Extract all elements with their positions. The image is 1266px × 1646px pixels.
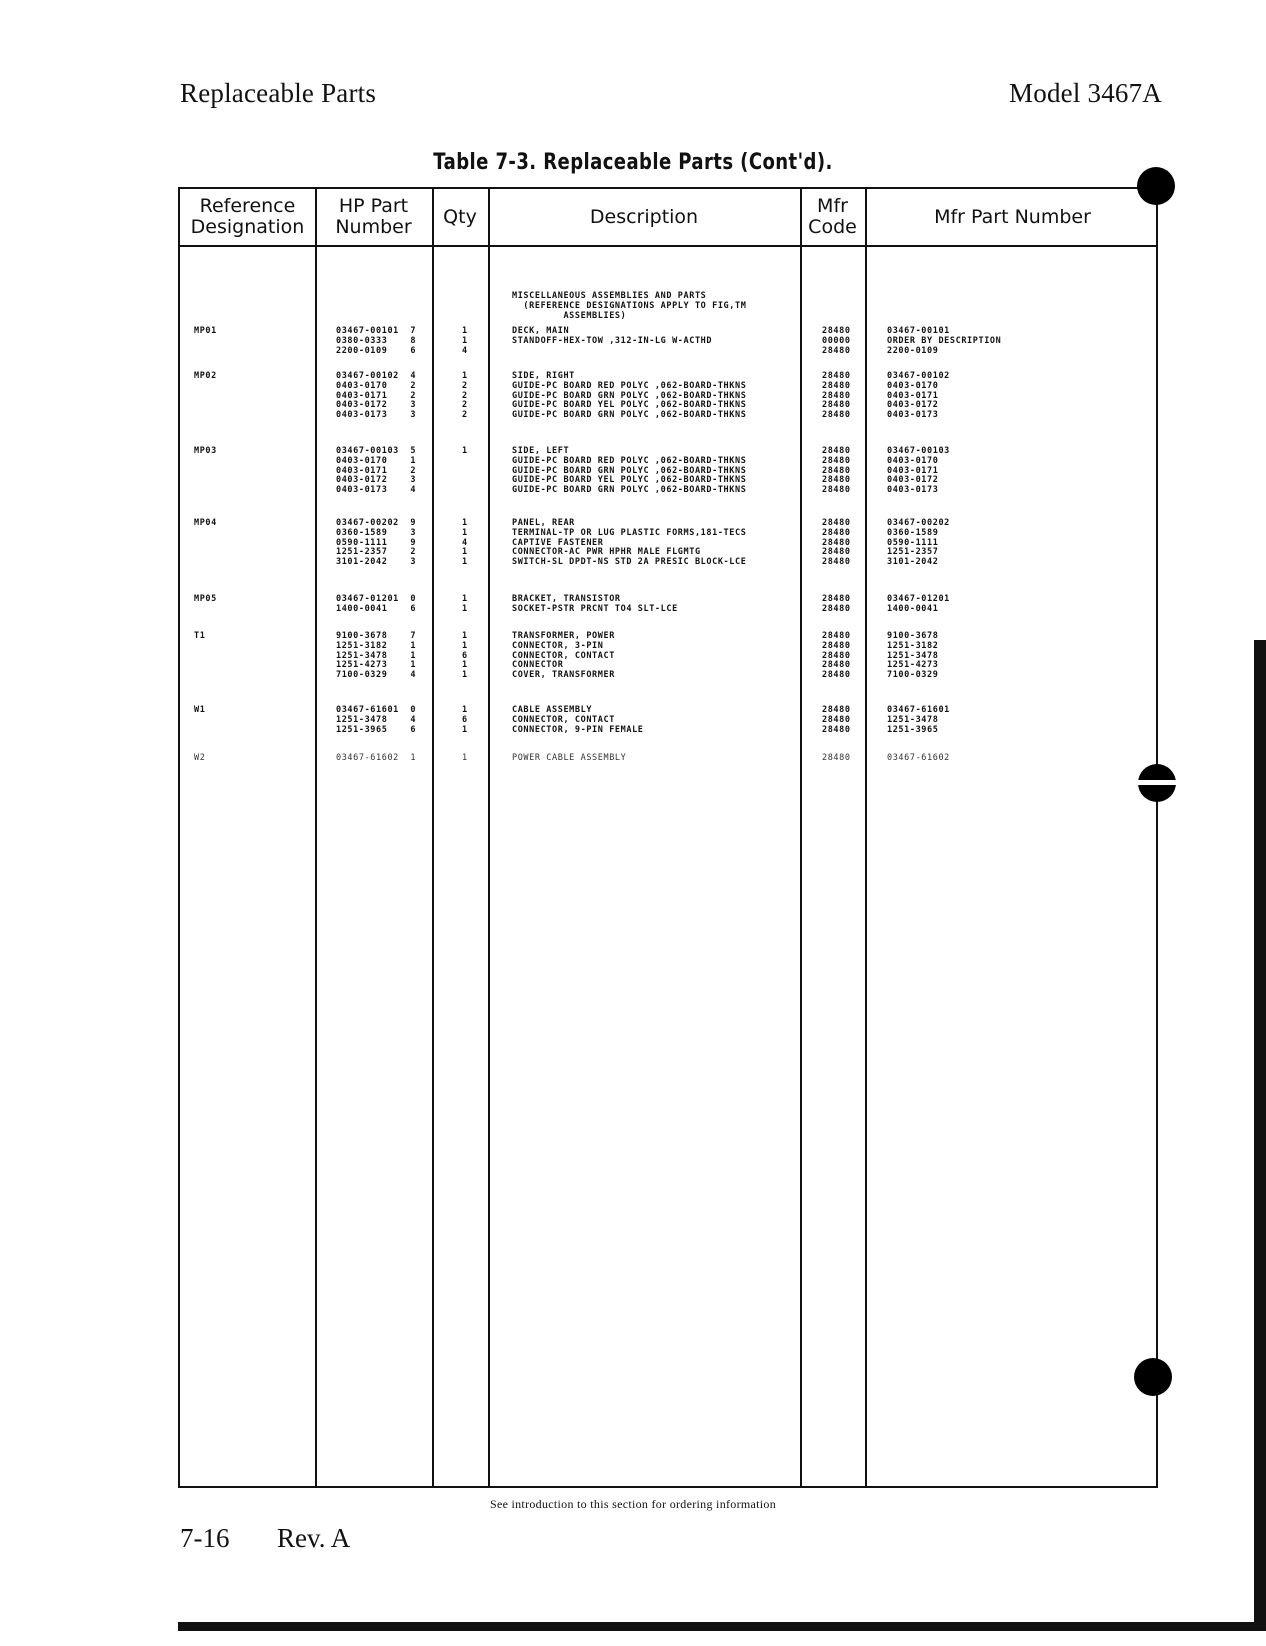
header-rule xyxy=(180,245,1156,247)
cell-hp-part: 03467-61601 0 1251-3478 4 1251-3965 6 xyxy=(336,705,417,735)
scan-edge-right xyxy=(1254,640,1266,1630)
cell-mfr-code: 28480 28480 28480 28480 28480 xyxy=(822,446,851,496)
col-header-description: Description xyxy=(589,205,699,228)
cell-mfr-part: 03467-61601 1251-3478 1251-3965 xyxy=(887,705,950,735)
column-divider xyxy=(800,189,802,1486)
column-divider xyxy=(315,189,317,1486)
col-header-mfr-part: Mfr Part Number xyxy=(934,205,1091,228)
cell-qty: 1 1 4 1 1 xyxy=(462,518,468,568)
cell-mfr-part: 03467-00103 0403-0170 0403-0171 0403-0172 0403-0173 xyxy=(887,446,950,496)
revision-label: Rev. A xyxy=(277,1523,351,1553)
cell-reference: W1 xyxy=(194,705,206,715)
column-divider xyxy=(432,189,434,1486)
column-divider xyxy=(865,189,867,1486)
cell-description: DECK, MAIN STANDOFF-HEX-TOW ,312-IN-LG W-ACTHD xyxy=(512,326,713,346)
scan-edge-bottom xyxy=(178,1622,1266,1631)
cell-mfr-code: 28480 28480 28480 28480 28480 xyxy=(822,518,851,568)
cell-mfr-code: 28480 28480 28480 28480 28480 xyxy=(822,371,851,421)
cell-description: SIDE, RIGHT GUIDE-PC BOARD RED POLYC ,062-BOARD-THKNS GUIDE-PC BOARD GRN POLYC ,062-BOARD-THKNS GUIDE-PC BOARD YEL POLYC ,062-BOARD-THKNS GUIDE-PC BOARD GRN POLYC ,062-BOARD-THKNS xyxy=(512,371,747,421)
cell-reference: MP05 xyxy=(194,594,217,604)
cell-mfr-code: 28480 28480 28480 28480 28480 xyxy=(822,631,851,681)
cell-reference: MP02 xyxy=(194,371,217,381)
cell-description: TRANSFORMER, POWER CONNECTOR, 3-PIN CONNECTOR, CONTACT CONNECTOR COVER, TRANSFORMER xyxy=(512,631,615,681)
cell-mfr-code: 28480 28480 28480 xyxy=(822,705,851,735)
cell-hp-part: 03467-01201 0 1400-0041 6 xyxy=(336,594,417,614)
cell-description: CABLE ASSEMBLY CONNECTOR, CONTACT CONNECTOR, 9-PIN FEMALE xyxy=(512,705,644,735)
cell-hp-part: 03467-00103 5 0403-0170 1 0403-0171 2 0403-0172 3 0403-0173 4 xyxy=(336,446,417,496)
cell-reference: T1 xyxy=(194,631,206,641)
column-divider xyxy=(488,189,490,1486)
cell-hp-part: 03467-00202 9 0360-1589 3 0590-1111 9 1251-2357 2 3101-2042 3 xyxy=(336,518,417,568)
cell-qty: 1 1 6 1 1 xyxy=(462,631,468,681)
binder-hole xyxy=(1138,764,1176,802)
cell-description: SIDE, LEFT GUIDE-PC BOARD RED POLYC ,062-BOARD-THKNS GUIDE-PC BOARD GRN POLYC ,062-BOARD-THKNS GUIDE-PC BOARD YEL POLYC ,062-BOARD-THKNS GUIDE-PC BOARD GRN POLYC ,062-BOARD-THKNS xyxy=(512,446,747,496)
cell-qty: 1 2 2 2 2 xyxy=(462,371,468,421)
cell-hp-part: 03467-00102 4 0403-0170 2 0403-0171 2 0403-0172 3 0403-0173 3 xyxy=(336,371,417,421)
binder-hole xyxy=(1134,1358,1172,1396)
cell-qty: 1 xyxy=(462,753,468,763)
cell-qty: 1 xyxy=(462,446,468,456)
cell-mfr-code: 28480 00000 28480 xyxy=(822,326,851,356)
footnote: See introduction to this section for ordering information xyxy=(489,1497,777,1511)
col-header-qty: Qty xyxy=(443,205,477,228)
col-header-mfr-code: Mfr Code xyxy=(808,195,857,238)
cell-description: BRACKET, TRANSISTOR SOCKET-PSTR PRCNT TO4 SLT-LCE xyxy=(512,594,678,614)
cell-qty: 1 1 4 xyxy=(462,326,468,356)
binder-hole xyxy=(1137,167,1175,205)
cell-qty: 1 1 xyxy=(462,594,468,614)
col-header-reference: Reference Designation xyxy=(190,195,305,238)
cell-mfr-code: 28480 28480 xyxy=(822,594,851,614)
cell-reference: W2 xyxy=(194,753,206,763)
cell-qty: 1 6 1 xyxy=(462,705,468,735)
cell-mfr-part: 9100-3678 1251-3182 1251-3478 1251-4273 7100-0329 xyxy=(887,631,939,681)
table-title: Table 7-3. Replaceable Parts (Cont'd). xyxy=(433,150,833,175)
cell-hp-part: 03467-00101 7 0380-0333 8 2200-0109 6 xyxy=(336,326,417,356)
page-number-label: 7-16 xyxy=(180,1523,230,1553)
cell-hp-part: 9100-3678 7 1251-3182 1 1251-3478 1 1251-4273 1 7100-0329 4 xyxy=(336,631,417,681)
cell-mfr-part: 03467-00202 0360-1589 0590-1111 1251-2357 3101-2042 xyxy=(887,518,950,568)
cell-mfr-part: 03467-01201 1400-0041 xyxy=(887,594,950,614)
cell-mfr-part: 03467-00101 ORDER BY DESCRIPTION 2200-0109 xyxy=(887,326,1002,356)
cell-mfr-part: 03467-61602 xyxy=(887,753,950,763)
col-header-hp-part: HP Part Number xyxy=(335,195,412,238)
cell-reference: MP01 xyxy=(194,326,217,336)
page-number xyxy=(180,1523,350,1554)
cell-description: POWER CABLE ASSEMBLY xyxy=(512,753,627,763)
cell-mfr-part: 03467-00102 0403-0170 0403-0171 0403-0172 0403-0173 xyxy=(887,371,950,421)
page-header-left: Replaceable Parts xyxy=(180,78,377,108)
parts-table xyxy=(178,187,1158,1488)
page-header-right: Model 3467A xyxy=(1009,78,1162,108)
intro-description: MISCELLANEOUS ASSEMBLIES AND PARTS (REFERENCE DESIGNATIONS APPLY TO FIG,TM ASSEMBLIES) xyxy=(512,291,747,321)
cell-reference: MP04 xyxy=(194,518,217,528)
cell-reference: MP03 xyxy=(194,446,217,456)
cell-hp-part: 03467-61602 1 xyxy=(336,753,417,763)
cell-mfr-code: 28480 xyxy=(822,753,851,763)
cell-description: PANEL, REAR TERMINAL-TP OR LUG PLASTIC FORMS,181-TECS CAPTIVE FASTENER CONNECTOR-AC PWR HPHR MALE FLGMTG SWITCH-SL DPDT-NS STD 2A PRESIC BLOCK-LCE xyxy=(512,518,747,568)
